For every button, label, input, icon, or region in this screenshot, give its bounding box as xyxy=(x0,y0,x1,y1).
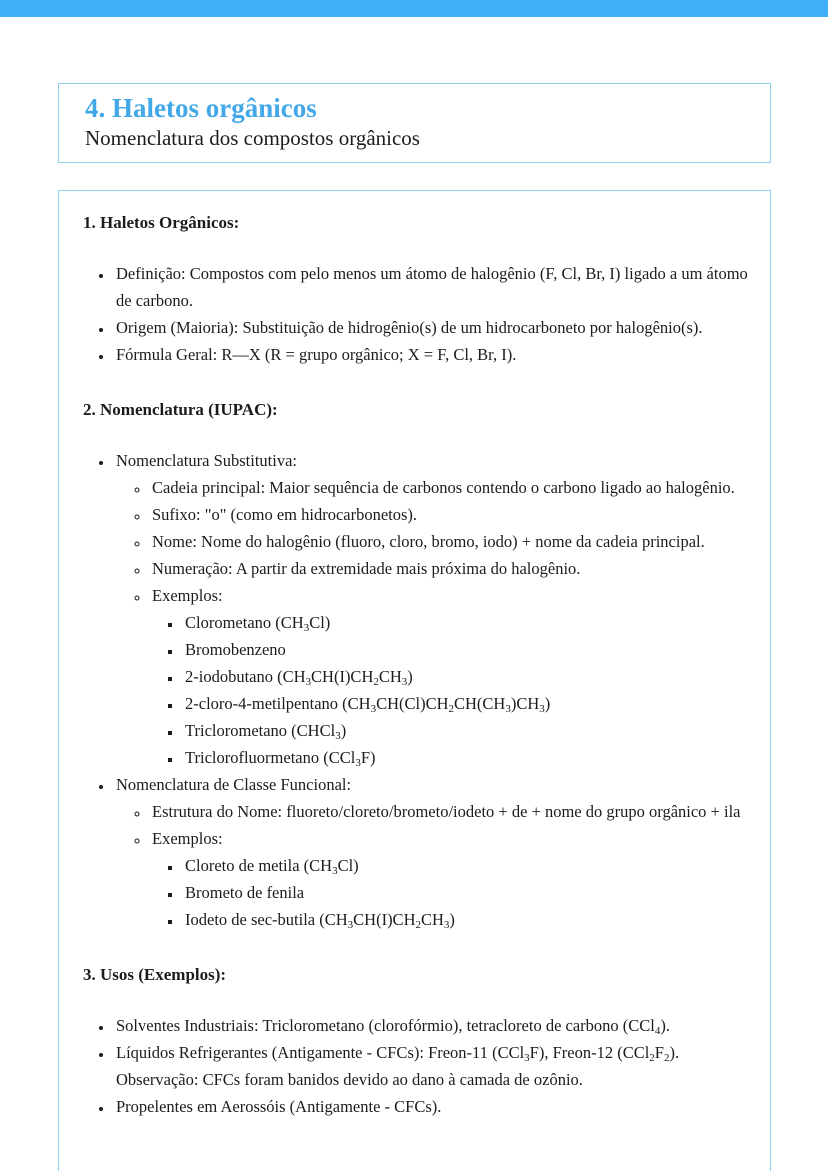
list-item-text: Bromobenzeno xyxy=(185,640,286,659)
bullet-list-level-2 xyxy=(116,798,750,933)
list-item xyxy=(182,609,750,636)
list-item xyxy=(149,528,750,555)
bullet-list-level-2 xyxy=(116,474,750,771)
list-item-text: Nomenclatura de Classe Funcional: xyxy=(116,775,352,794)
list-item xyxy=(182,636,750,663)
list-item-text: Líquidos Refrigerantes (Antigamente - CFCs): Freon-11 (CCl$_3$F), Freon-12 $(CCl_2F_2)$. Observação: CFCs foram banidos devido ao dano à camada de ozônio. xyxy=(116,1043,680,1089)
list-item xyxy=(113,1093,750,1120)
content-card xyxy=(58,190,771,1171)
list-item-text: Cloreto de metila $(CH_3Cl)$ xyxy=(185,856,359,877)
list-item-text: Definição: Compostos com pelo menos um átomo de halogênio (F, Cl, Br, I) ligado a um átomo de carbono. xyxy=(116,264,748,310)
list-item-text: Propelentes em Aerossóis (Antigamente - CFCs). xyxy=(116,1097,442,1116)
list-item-text: Triclorofluormetano (CCl$_3$F) xyxy=(185,748,376,769)
list-item-text: Exemplos: xyxy=(152,829,223,848)
section-heading: 3. Usos (Exemplos): xyxy=(83,965,227,984)
list-item-text: Origem (Maioria): Substituição de hidrogênio(s) de um hidrocarboneto por halogênio(s). xyxy=(116,318,703,337)
list-item xyxy=(113,314,750,341)
list-item xyxy=(149,582,750,771)
list-item-text: Numeração: A partir da extremidade mais próxima do halogênio. xyxy=(152,559,581,578)
list-item xyxy=(113,1039,750,1093)
list-item-text: Nome: Nome do halogênio (fluoro, cloro, bromo, iodo) + nome da cadeia principal. xyxy=(152,532,705,551)
bullet-list-level-3 xyxy=(152,852,750,933)
list-item-text: Iodeto de sec-butila $(CH_3CH(I)CH_2CH_3)$ xyxy=(185,910,455,931)
list-item-text: Estrutura do Nome: fluoreto/cloreto/brometo/iodeto + de + nome do grupo orgânico + ila xyxy=(152,802,741,821)
list-item-text: Sufixo: "o" (como em hidrocarbonetos). xyxy=(152,505,418,524)
list-item-text: Cadeia principal: Maior sequência de carbonos contendo o carbono ligado ao halogênio. xyxy=(152,478,735,497)
list-item xyxy=(149,501,750,528)
list-item xyxy=(113,341,750,368)
list-item xyxy=(113,260,750,314)
header-card xyxy=(58,83,771,163)
list-item-text: Solventes Industriais: Triclorometano (clorofórmio), tetracloreto de carbono (CCl$_4$). xyxy=(116,1016,671,1037)
section-heading: 1. Haletos Orgânicos: xyxy=(83,213,240,232)
list-item xyxy=(149,798,750,825)
list-item xyxy=(113,447,750,771)
list-item xyxy=(149,474,750,501)
list-item-text: Exemplos: xyxy=(152,586,223,605)
list-item xyxy=(182,717,750,744)
bullet-list-level-3 xyxy=(152,609,750,771)
list-item-text: Nomenclatura Substitutiva: xyxy=(116,451,298,470)
list-item-text: Fórmula Geral: R—X (R = grupo orgânico; X = F, Cl, Br, I). xyxy=(116,345,517,364)
list-item xyxy=(149,825,750,933)
list-item-text: Triclorometano (CHCl$_3$) xyxy=(185,721,347,742)
list-item-text: 2-cloro-4-metilpentano $(CH_3CH(Cl)CH_2CH(CH_3)CH_3)$ xyxy=(185,694,551,715)
bullet-list-level-1 xyxy=(83,260,750,368)
list-item xyxy=(182,690,750,717)
list-item xyxy=(182,852,750,879)
list-item xyxy=(113,1012,750,1039)
list-item xyxy=(182,879,750,906)
list-item xyxy=(182,663,750,690)
content-sections xyxy=(83,209,750,1120)
section-heading: 2. Nomenclatura (IUPAC): xyxy=(83,400,278,419)
bullet-list-level-1 xyxy=(83,447,750,933)
top-accent-bar xyxy=(0,0,828,17)
page-subtitle: Nomenclatura dos compostos orgânicos xyxy=(85,125,420,150)
list-item-text: 2-iodobutano $(CH_3CH(I)CH_2CH_3)$ xyxy=(185,667,413,688)
list-item xyxy=(149,555,750,582)
list-item-text: Clorometano $(CH_3Cl)$ xyxy=(185,613,331,634)
list-item xyxy=(113,771,750,933)
list-item xyxy=(182,744,750,771)
bullet-list-level-1 xyxy=(83,1012,750,1120)
list-item-text: Brometo de fenila xyxy=(185,883,305,902)
list-item xyxy=(182,906,750,933)
page-title: 4. Haletos orgânicos xyxy=(85,93,317,123)
